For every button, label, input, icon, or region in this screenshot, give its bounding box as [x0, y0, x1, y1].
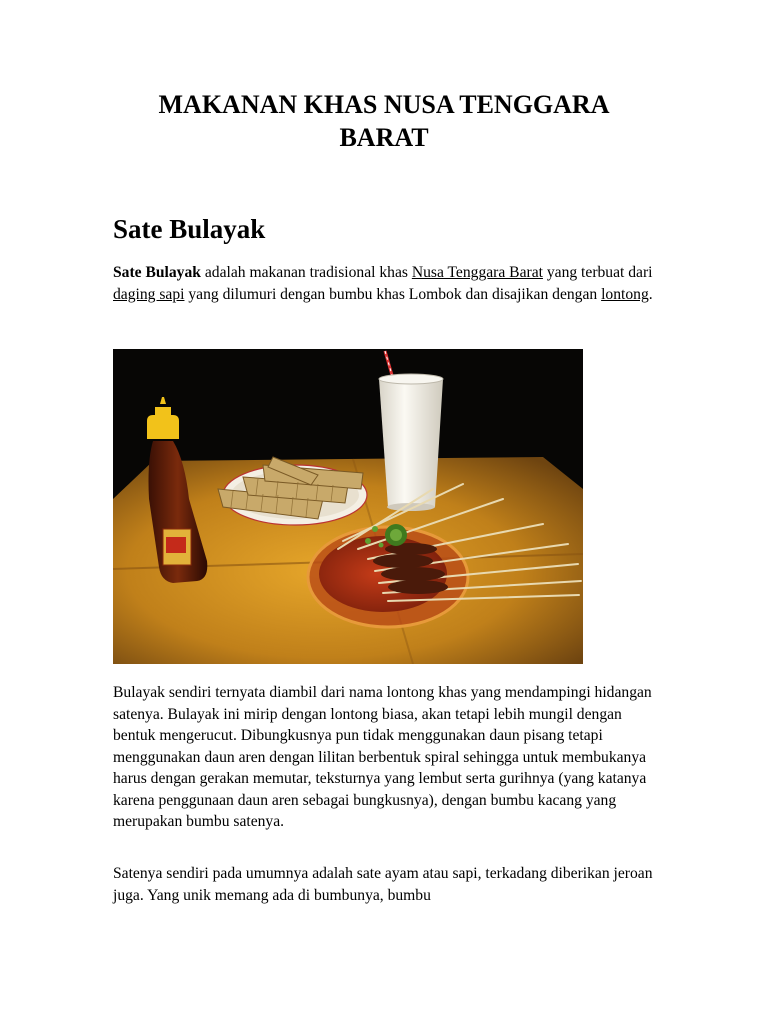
document-title: [120, 88, 648, 154]
link-daging-sapi[interactable]: daging sapi: [113, 285, 185, 303]
body-paragraph-1: Bulayak sendiri ternyata diambil dari nama lontong khas yang mendampingi hidangan satenya. Bulayak ini mirip dengan lontong biasa, akan tetapi lebih mungil dengan bentuk mengerucut. Dibungkusnya pun tidak menggunakan daun pisang tetapi menggunakan daun aren dengan lilitan berbentuk spiral sehingga untuk membukanya harus dengan gerakan memutar, teksturnya yang lembut serta gurihnya (yang katanya karena penggunaan daun aren sebagai bungkusnya), dengan bumbu kacang yang merupakan bumbu satenya.: [113, 684, 652, 830]
sate-bulayak-photo: [113, 349, 583, 664]
intro-text-3: yang dilumuri dengan bumbu khas Lombok dan disajikan dengan: [184, 285, 602, 303]
milk-glass: [379, 351, 443, 511]
link-lontong[interactable]: lontong: [601, 285, 649, 303]
link-nusa-tenggara-barat[interactable]: Nusa Tenggara Barat: [411, 264, 543, 281]
photo-illustration: [113, 349, 583, 664]
intro-bold-term: Sate Bulayak: [113, 264, 201, 281]
intro-text-2: yang terbuat dari: [542, 264, 653, 281]
intro-paragraph: [113, 262, 653, 305]
body-paragraph-2: Satenya sendiri pada umumnya adalah sate ayam atau sapi, terkadang diberikan jeroan juga. Yang unik memang ada di bumbunya, bumbu: [113, 865, 653, 904]
section-heading: Sate Bulayak: [113, 214, 266, 244]
intro-text-4: .: [648, 285, 653, 303]
title-line-1: MAKANAN KHAS NUSA TENGGARA: [158, 90, 610, 119]
intro-text-1: adalah makanan tradisional khas: [200, 264, 412, 281]
title-line-2: BARAT: [339, 123, 429, 152]
